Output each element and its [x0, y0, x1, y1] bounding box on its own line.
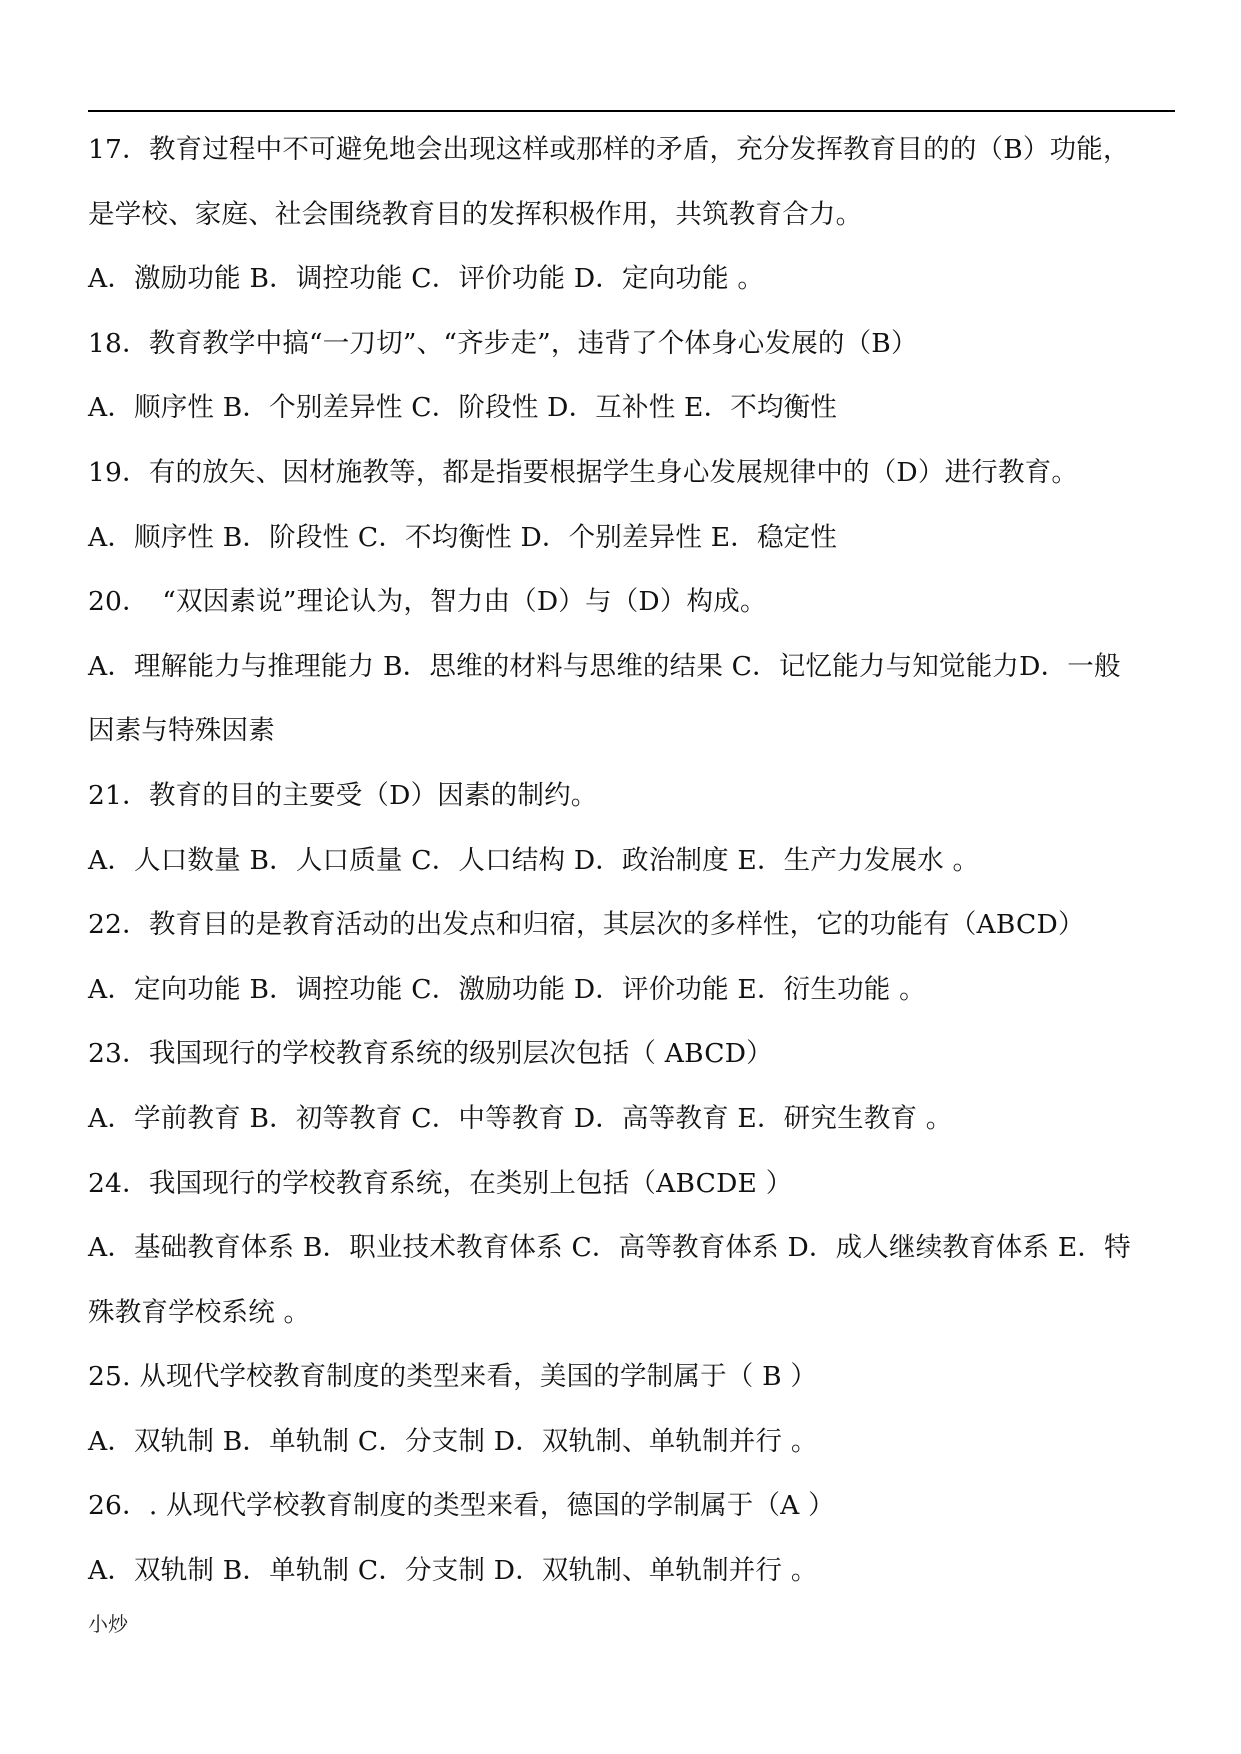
text-line: A．顺序性 B．阶段性 C．不均衡性 D．个别差异性 E．稳定性	[88, 521, 838, 553]
text-line: A．学前教育 B．初等教育 C．中等教育 D．高等教育 E．研究生教育 。	[88, 1102, 953, 1134]
text-line: 18．教育教学中搞“一刀切”、“齐步走”，违背了个体身心发展的（B）	[88, 327, 918, 359]
text-line: 26．. 从现代学校教育制度的类型来看，德国的学制属于（A ）	[88, 1490, 835, 1522]
text-line: A．顺序性 B．个别差异性 C．阶段性 D．互补性 E．不均衡性	[88, 392, 838, 424]
text-line: 19．有的放矢、因材施教等，都是指要根据学生身心发展规律中的（D）进行教育。	[88, 456, 1079, 488]
text-line: A．激励功能 B．调控功能 C．评价功能 D．定向功能 。	[88, 263, 765, 295]
text-line: 殊教育学校系统 。	[88, 1296, 311, 1328]
text-line: A．基础教育体系 B．职业技术教育体系 C．高等教育体系 D．成人继续教育体系 E．特	[88, 1232, 1131, 1264]
text-line: 22．教育目的是教育活动的出发点和归宿，其层次的多样性，它的功能有（ABCD）	[88, 909, 1085, 941]
text-line: A．理解能力与推理能力 B．思维的材料与思维的结果 C．记忆能力与知觉能力D．一般	[88, 650, 1121, 682]
footer-text: 小炒	[88, 1612, 128, 1636]
text-line: 因素与特殊因素	[88, 715, 275, 747]
text-line: A．双轨制 B．单轨制 C．分支制 D．双轨制、单轨制并行 。	[88, 1425, 818, 1457]
text-line: 25. 从现代学校教育制度的类型来看，美国的学制属于（ B ）	[88, 1361, 818, 1393]
text-line: 17．教育过程中不可避免地会出现这样或那样的矛盾，充分发挥教育目的的（B）功能，	[88, 134, 1130, 165]
text-line: 24．我国现行的学校教育系统，在类别上包括（ABCDE ）	[88, 1167, 793, 1199]
text-line: A．人口数量 B．人口质量 C．人口结构 D．政治制度 E．生产力发展水 。	[88, 844, 980, 876]
text-line: 21．教育的目的主要受（D）因素的制约。	[88, 779, 598, 811]
text-line: 20． “双因素说”理论认为，智力由（D）与（D）构成。	[88, 586, 767, 618]
header-rule	[88, 110, 1175, 112]
text-line: A．双轨制 B．单轨制 C．分支制 D．双轨制、单轨制并行 。	[88, 1555, 818, 1587]
text-line: 是学校、家庭、社会围绕教育目的发挥积极作用，共筑教育合力。	[88, 198, 863, 230]
text-line: A．定向功能 B．调控功能 C．激励功能 D．评价功能 E．衍生功能 。	[88, 973, 926, 1005]
document-body	[88, 118, 1200, 1604]
text-line: 23．我国现行的学校教育系统的级别层次包括（ ABCD）	[88, 1038, 773, 1070]
